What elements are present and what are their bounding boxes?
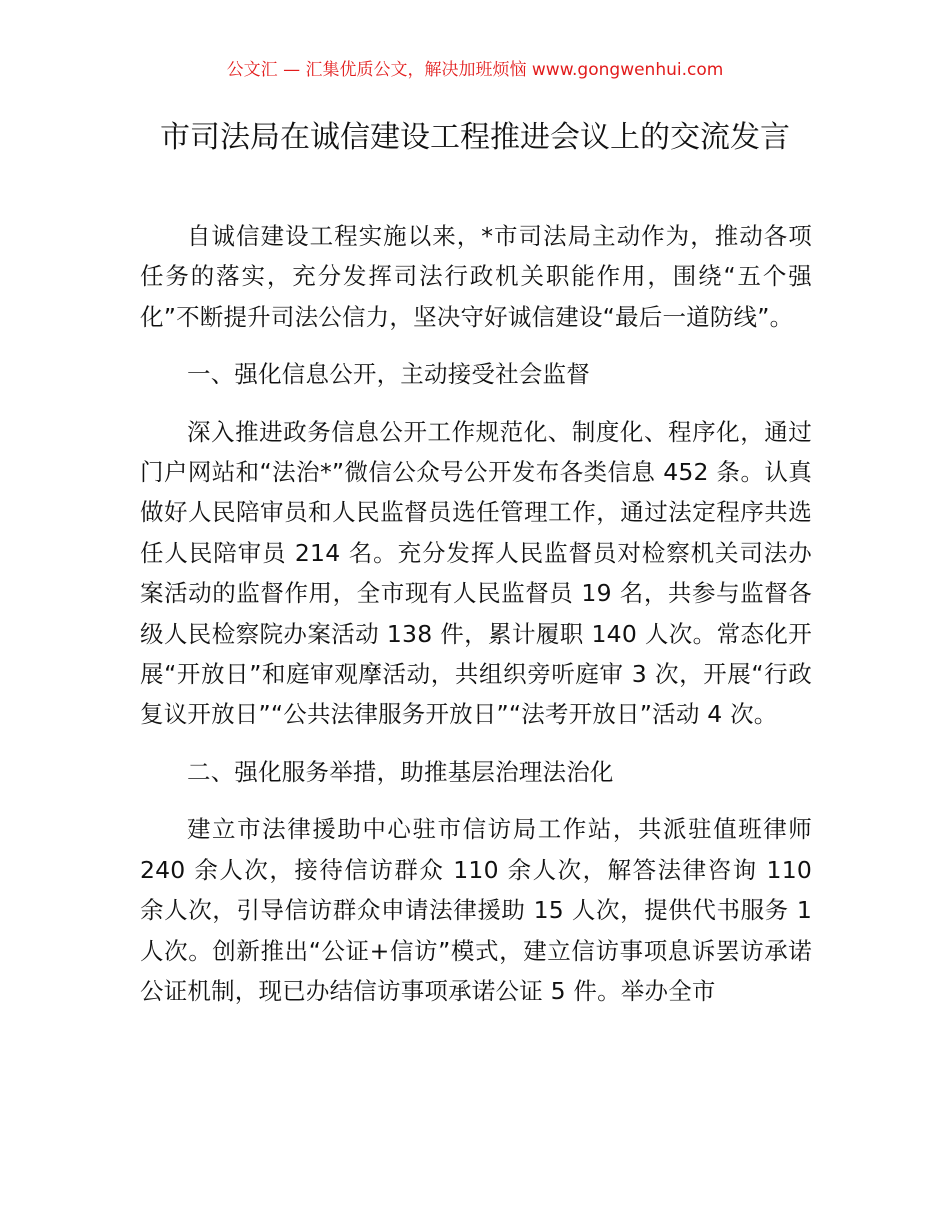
document-title: 市司法局在诚信建设工程推进会议上的交流发言 — [160, 120, 790, 155]
section-body-2: 建立市法律援助中心驻市信访局工作站，共派驻值班律师 240 余人次，接待信访群众 110 余人次，解答法律咨询 110 余人次，引导信访群众申请法律援助 15 人次，提供代书服务 1 人次。创新推出“公证+信访”模式，建立信访事项息诉罢访承诺公证机制，现已办结信访事项承诺公证 5 件。举办全市 — [140, 815, 812, 1005]
paragraph-spacer — [140, 792, 812, 809]
section-heading-2: 二、强化服务举措，助推基层治理法治化 — [187, 757, 614, 786]
section-heading-1: 一、强化信息公开，主动接受社会监督 — [187, 360, 590, 389]
paragraph-spacer — [140, 395, 812, 412]
section-body-1: 深入推进政务信息公开工作规范化、制度化、程序化，通过门户网站和“法治*”微信公众号公开发布各类信息 452 条。认真做好人民陪审员和人民监督员选任管理工作，通过法定程序共选任人民陪审员 214 名。充分发挥人民监督员对检察机关司法办案活动的监督作用，全市现有人民监督员 19 名，共参与监督各级人民检察院办案活动 138 件，累计履职 140 人次。常态化开展“开放日”和庭审观摩活动，共组织旁听庭审 3 次，开展“行政复议开放日”“公共法律服务开放日”“法考开放日”活动 4 次。 — [140, 417, 812, 729]
site-banner: 公文汇 — 汇集优质公文，解决加班烦恼 www.gongwenhui.com — [226, 60, 724, 80]
intro-paragraph: 自诚信建设工程实施以来，*市司法局主动作为，推动各项任务的落实，充分发挥司法行政机关职能作用，围绕“五个强化”不断提升司法公信力，坚决守好诚信建设“最后一道防线”。 — [140, 222, 812, 331]
document-body — [140, 216, 812, 1011]
paragraph-spacer — [140, 735, 812, 752]
paragraph-spacer — [140, 337, 812, 354]
